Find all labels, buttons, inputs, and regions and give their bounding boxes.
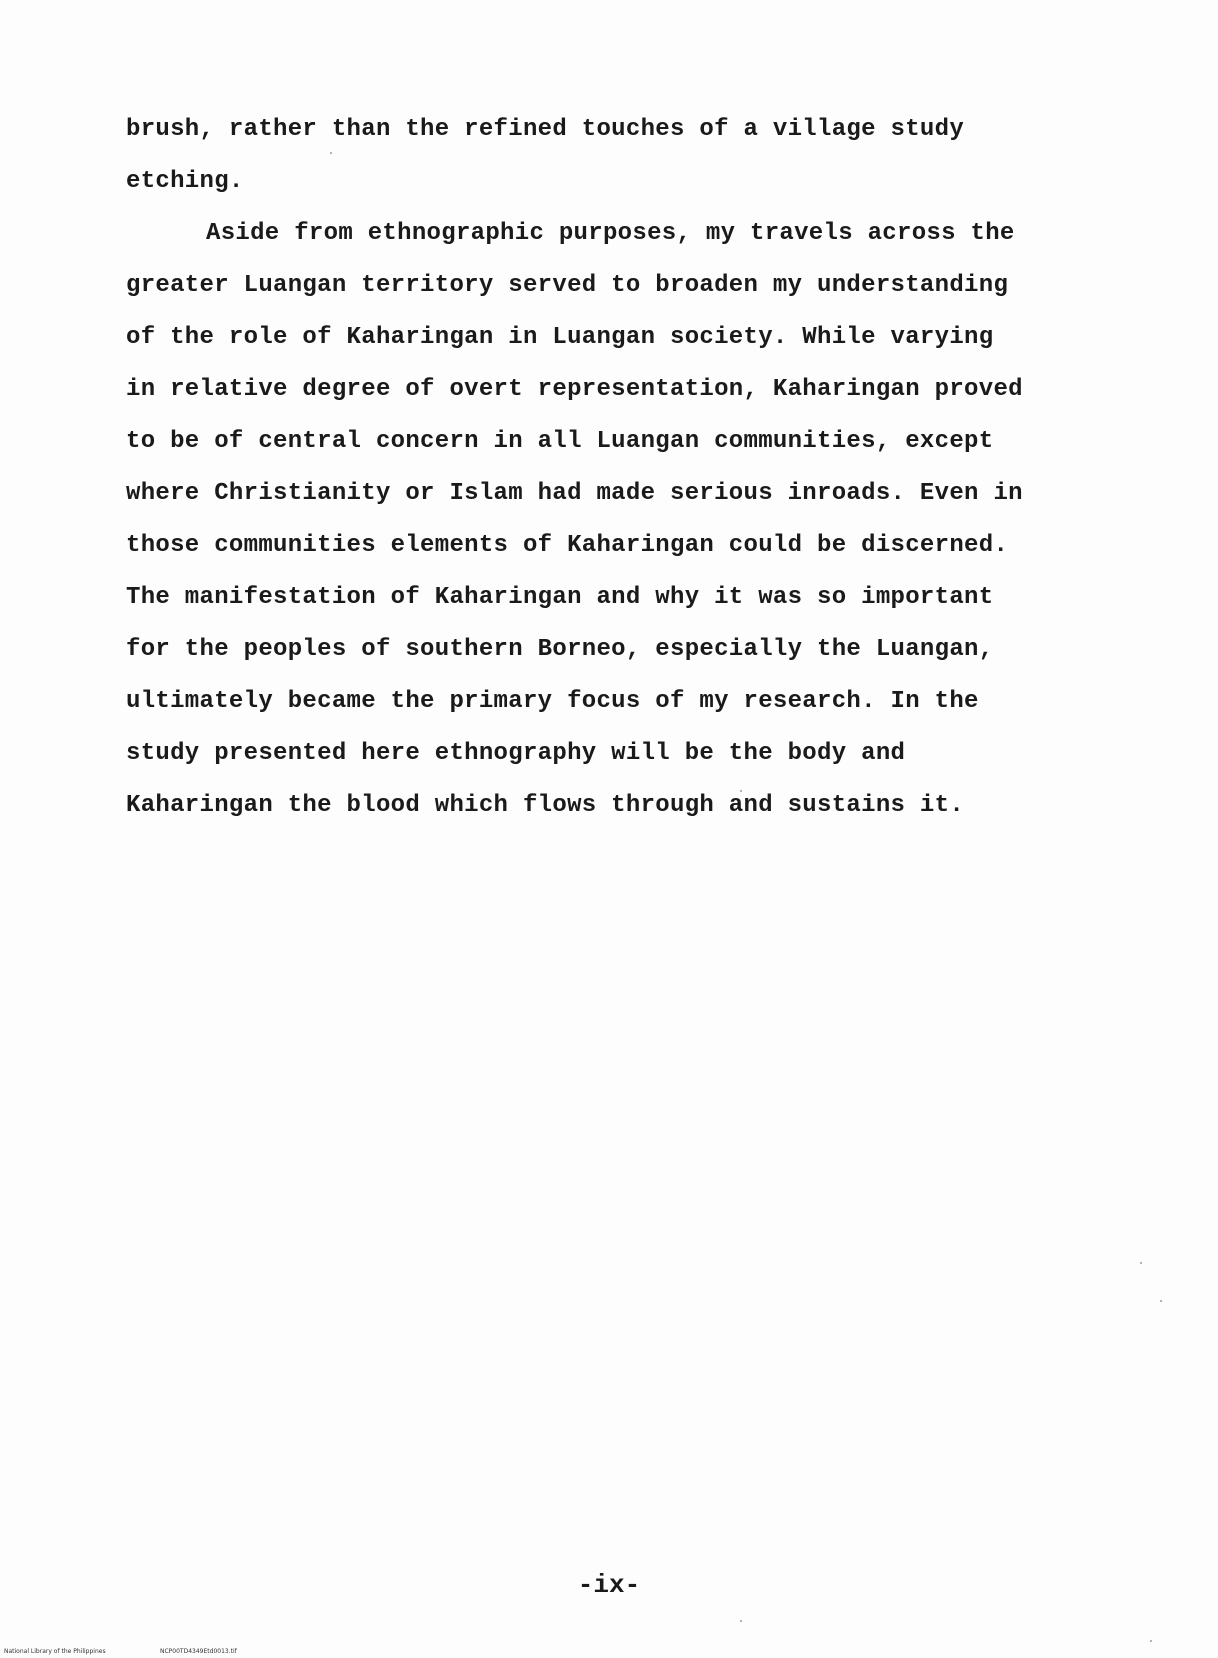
text-line: brush, rather than the refined touches of a village study bbox=[126, 116, 965, 143]
scan-speck bbox=[1150, 1640, 1152, 1642]
text-line: of the role of Kaharingan in Luangan society. While varying bbox=[126, 324, 994, 351]
scan-speck bbox=[740, 1620, 742, 1622]
text-line: greater Luangan territory served to broaden my understanding bbox=[126, 272, 1009, 299]
footer-file-id: NCP00TD4349Etd0013.tif bbox=[160, 1648, 237, 1655]
scan-speck bbox=[740, 790, 742, 792]
text-line: study presented here ethnography will be the body and bbox=[126, 740, 906, 767]
text-line: etching. bbox=[126, 168, 244, 195]
text-line: those communities elements of Kaharingan could be discerned. bbox=[126, 532, 1009, 559]
text-line: The manifestation of Kaharingan and why it was so important bbox=[126, 584, 994, 611]
scan-speck bbox=[1160, 1300, 1162, 1302]
scan-speck bbox=[330, 152, 332, 154]
text-line: in relative degree of overt representation, Kaharingan proved bbox=[126, 376, 1023, 403]
text-line: for the peoples of southern Borneo, especially the Luangan, bbox=[126, 636, 994, 663]
page-number: -ix- bbox=[577, 1570, 641, 1600]
scan-speck bbox=[1140, 1262, 1142, 1264]
text-line: where Christianity or Islam had made serious inroads. Even in bbox=[126, 480, 1023, 507]
footer-source: National Library of the Philippines bbox=[4, 1648, 106, 1655]
text-line: ultimately became the primary focus of my research. In the bbox=[126, 688, 979, 715]
body-text bbox=[126, 104, 1106, 832]
text-line: to be of central concern in all Luangan communities, except bbox=[126, 428, 994, 455]
text-line: Kaharingan the blood which flows through and sustains it. bbox=[126, 792, 965, 819]
text-line: Aside from ethnographic purposes, my travels across the bbox=[206, 220, 1015, 247]
